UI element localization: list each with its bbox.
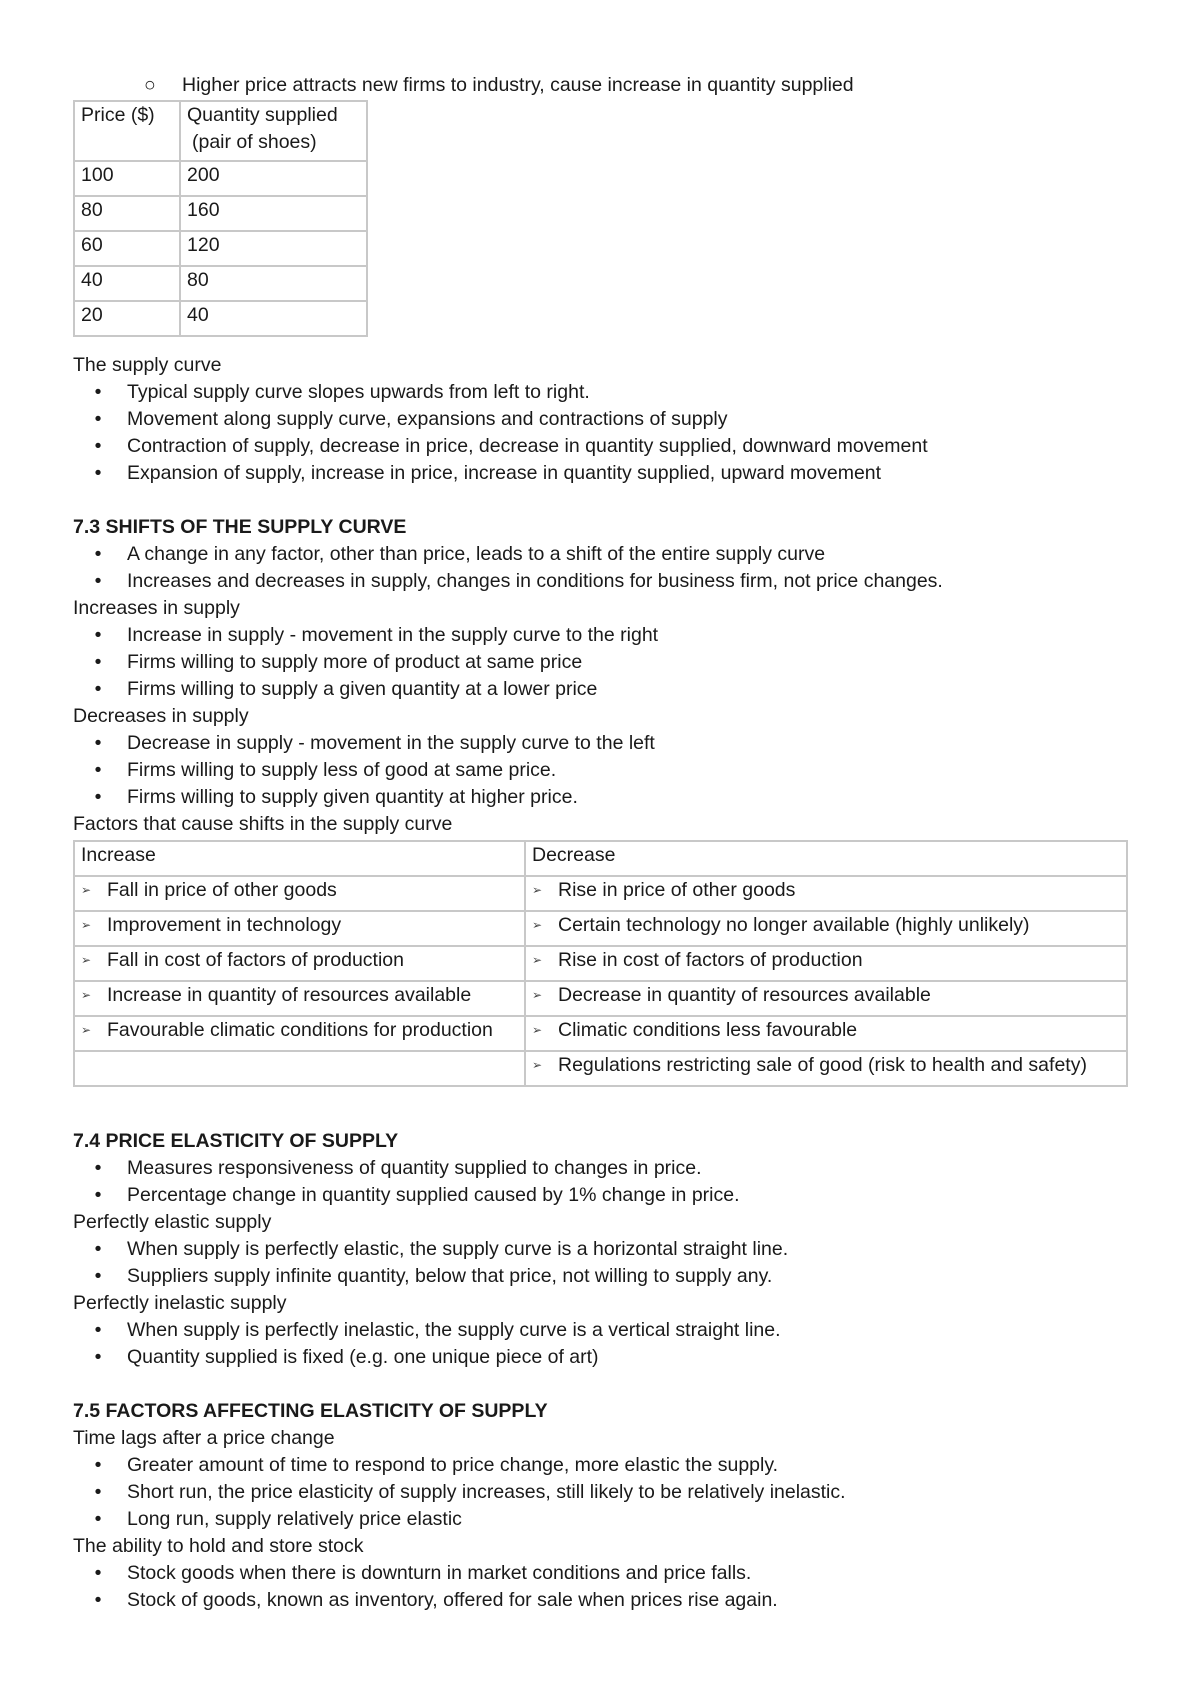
table-cell: ➢ Fall in price of other goods <box>74 876 525 911</box>
sub-bullet-text: Higher price attracts new firms to industry, cause increase in quantity supplied <box>182 74 854 96</box>
table-cell: ➢ Climatic conditions less favourable <box>525 1016 1127 1051</box>
table-header-row <box>74 841 1127 876</box>
table-row <box>74 946 1127 981</box>
table-cell: 20 <box>74 301 180 336</box>
table-row <box>74 196 367 231</box>
supply-curve-title: The supply curve <box>73 354 222 376</box>
table-cell <box>74 1051 525 1086</box>
arrow-bullet-icon: ➢ <box>532 1023 543 1037</box>
table-cell: 160 <box>180 196 367 231</box>
supply-schedule-table <box>73 100 368 337</box>
arrow-bullet-icon: ➢ <box>532 883 543 897</box>
subheading: Increases in supply <box>73 597 240 619</box>
table-row <box>74 231 367 266</box>
table-header-cell: Quantity supplied (pair of shoes) <box>180 101 367 161</box>
arrow-bullet-icon: ➢ <box>81 918 92 932</box>
subheading: Perfectly elastic supply <box>73 1211 272 1233</box>
table-row <box>74 161 367 196</box>
table-header-cell: Increase <box>74 841 525 876</box>
factors-table <box>73 840 1128 1087</box>
table-row <box>74 911 1127 946</box>
arrow-bullet-icon: ➢ <box>532 1058 543 1072</box>
table-row <box>74 981 1127 1016</box>
subheading: Decreases in supply <box>73 705 249 727</box>
table-cell: 100 <box>74 161 180 196</box>
table-cell: ➢ Regulations restricting sale of good (risk to health and safety) <box>525 1051 1127 1086</box>
table-header-row <box>74 101 367 161</box>
table-header-cell: Decrease <box>525 841 1127 876</box>
subheading: Factors that cause shifts in the supply curve <box>73 813 453 835</box>
table-cell: 40 <box>74 266 180 301</box>
table-cell: 120 <box>180 231 367 266</box>
arrow-bullet-icon: ➢ <box>532 953 543 967</box>
table-cell: ➢ Improvement in technology <box>74 911 525 946</box>
subheading: Perfectly inelastic supply <box>73 1292 287 1314</box>
table-row <box>74 301 367 336</box>
table-cell: 60 <box>74 231 180 266</box>
table-row <box>74 1051 1127 1086</box>
section-heading: 7.4 PRICE ELASTICITY OF SUPPLY <box>73 1130 399 1152</box>
table-cell: 80 <box>180 266 367 301</box>
table-cell: 200 <box>180 161 367 196</box>
table-cell: ➢ Certain technology no longer available (highly unlikely) <box>525 911 1127 946</box>
arrow-bullet-icon: ➢ <box>81 988 92 1002</box>
arrow-bullet-icon: ➢ <box>532 988 543 1002</box>
table-cell: ➢ Favourable climatic conditions for production <box>74 1016 525 1051</box>
table-row <box>74 876 1127 911</box>
table-header-cell: Price ($) <box>74 101 180 161</box>
table-cell: 80 <box>74 196 180 231</box>
table-cell: ➢ Rise in cost of factors of production <box>525 946 1127 981</box>
section-heading: 7.5 FACTORS AFFECTING ELASTICITY OF SUPPLY <box>73 1400 548 1422</box>
table-cell: 40 <box>180 301 367 336</box>
table-cell: ➢ Increase in quantity of resources available <box>74 981 525 1016</box>
arrow-bullet-icon: ➢ <box>81 883 92 897</box>
table-cell: ➢ Rise in price of other goods <box>525 876 1127 911</box>
table-cell: ➢ Decrease in quantity of resources available <box>525 981 1127 1016</box>
table-cell: ➢ Fall in cost of factors of production <box>74 946 525 981</box>
sub-bullet-marker: ○ <box>144 74 156 96</box>
arrow-bullet-icon: ➢ <box>81 953 92 967</box>
table-row <box>74 1016 1127 1051</box>
arrow-bullet-icon: ➢ <box>532 918 543 932</box>
document-page: ○ Higher price attracts new firms to industry, cause increase in quantity supplied Price ($) Quantity supplied (pair of shoes) 100 200 80 160 60 120 40 80 20 40 The supply curve • Typical supply curve slopes upwards from left to right. • Movement along supply curve, expansions and contractions of supply • Contraction of supply, decrease in price, decrease in quantity supplied, downward movement • Expansion of supply, increase in price, increase in quantity supplied, upward movement 7.3 SHIFTS OF THE SUPPLY CURVE • A change in any factor, other than price, leads to a shift of the entire supply curve • Increases and decreases in supply, changes in conditions for business firm, not price changes. Increases in supply • Increase in supply - movement in the supply curve to the right • Firms willing to supply more of product at same price • Firms willing to supply a given quantity at a lower price Decreases in supply • Decrease in supply - movement in the supply curve to the left • Firms willing to supply less of good at same price. • Firms willing to supply given quantity at higher price. Factors that cause shifts in the supply curve Increase Decrease ➢ Fall in price of other goods ➢ Rise in price of other goods ➢ Improvement in technology ➢ Certain technology no longer available (highly unlikely) ➢ Fall in cost of factors of production ➢ Rise in cost of factors of production ➢ Increase in quantity of resources available ➢ Decrease in quantity of resources available ➢ Favourable climatic conditions for production ➢ Climatic conditions less favourable ➢ Regulations restricting sale of good (risk to health and safety) 7.4 PRICE ELASTICITY OF SUPPLY • Measures responsiveness of quantity supplied to changes in price. • Percentage change in quantity supplied caused by 1% change in price. Perfectly elastic supply • When supply is perfectly elastic, the supply curve is a horizontal straight line. • Suppliers supply infinite quantity, below that price, not willing to supply any. Perfectly inelastic supply • When supply is perfectly inelastic, the supply curve is a vertical straight line. • Quantity supplied is fixed (e.g. one unique piece of art) 7.5 FACTORS AFFECTING ELASTICITY OF SUPPLY Time lags after a price change • Greater amount of time to respond to price change, more elastic the supply. • Short run, the price elasticity of supply increases, still likely to be relatively inelastic. • Long run, supply relatively price elastic The ability to hold and store stock • Stock goods when there is downturn in market conditions and price falls. • Stock of goods, known as inventory, offered for sale when prices rise again. <box>0 0 1200 1697</box>
subheading: Time lags after a price change <box>73 1427 335 1449</box>
table-row <box>74 266 367 301</box>
section-heading: 7.3 SHIFTS OF THE SUPPLY CURVE <box>73 516 407 538</box>
subheading: The ability to hold and store stock <box>73 1535 364 1557</box>
arrow-bullet-icon: ➢ <box>81 1023 92 1037</box>
